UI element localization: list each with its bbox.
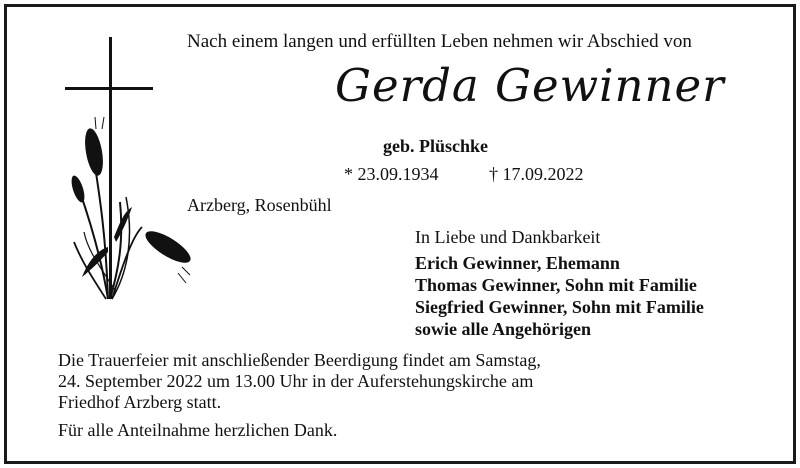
closing-thanks: Für alle Anteilnahme herzlichen Dank. bbox=[58, 420, 338, 440]
service-line: 24. September 2022 um 13.00 Uhr in der Auferstehungskirche am bbox=[58, 371, 534, 391]
obituary-notice bbox=[4, 4, 796, 464]
intro-text: Nach einem langen und erfüllten Leben nehmen wir Abschied von bbox=[187, 31, 692, 52]
service-line: Die Trauerfeier mit anschließender Beerdigung findet am Samstag, bbox=[58, 350, 541, 370]
mourner-item: sowie alle Angehörigen bbox=[415, 319, 591, 339]
deceased-name: Gerda Gewinner bbox=[335, 59, 725, 112]
cross-with-wheat-icon bbox=[62, 37, 192, 307]
birth-date: * 23.09.1934 bbox=[344, 164, 439, 184]
residence: Arzberg, Rosenbühl bbox=[187, 195, 332, 215]
mourner-item: Siegfried Gewinner, Sohn mit Familie bbox=[415, 297, 704, 317]
death-date: † 17.09.2022 bbox=[489, 164, 584, 184]
service-info bbox=[58, 350, 541, 413]
mourner-item: Erich Gewinner, Ehemann bbox=[415, 253, 620, 273]
maiden-name: geb. Plüschke bbox=[383, 136, 489, 156]
mourner-item: Thomas Gewinner, Sohn mit Familie bbox=[415, 275, 697, 295]
mourners-list bbox=[415, 252, 704, 340]
thanks-intro: In Liebe und Dankbarkeit bbox=[415, 227, 601, 247]
service-line: Friedhof Arzberg statt. bbox=[58, 392, 222, 412]
